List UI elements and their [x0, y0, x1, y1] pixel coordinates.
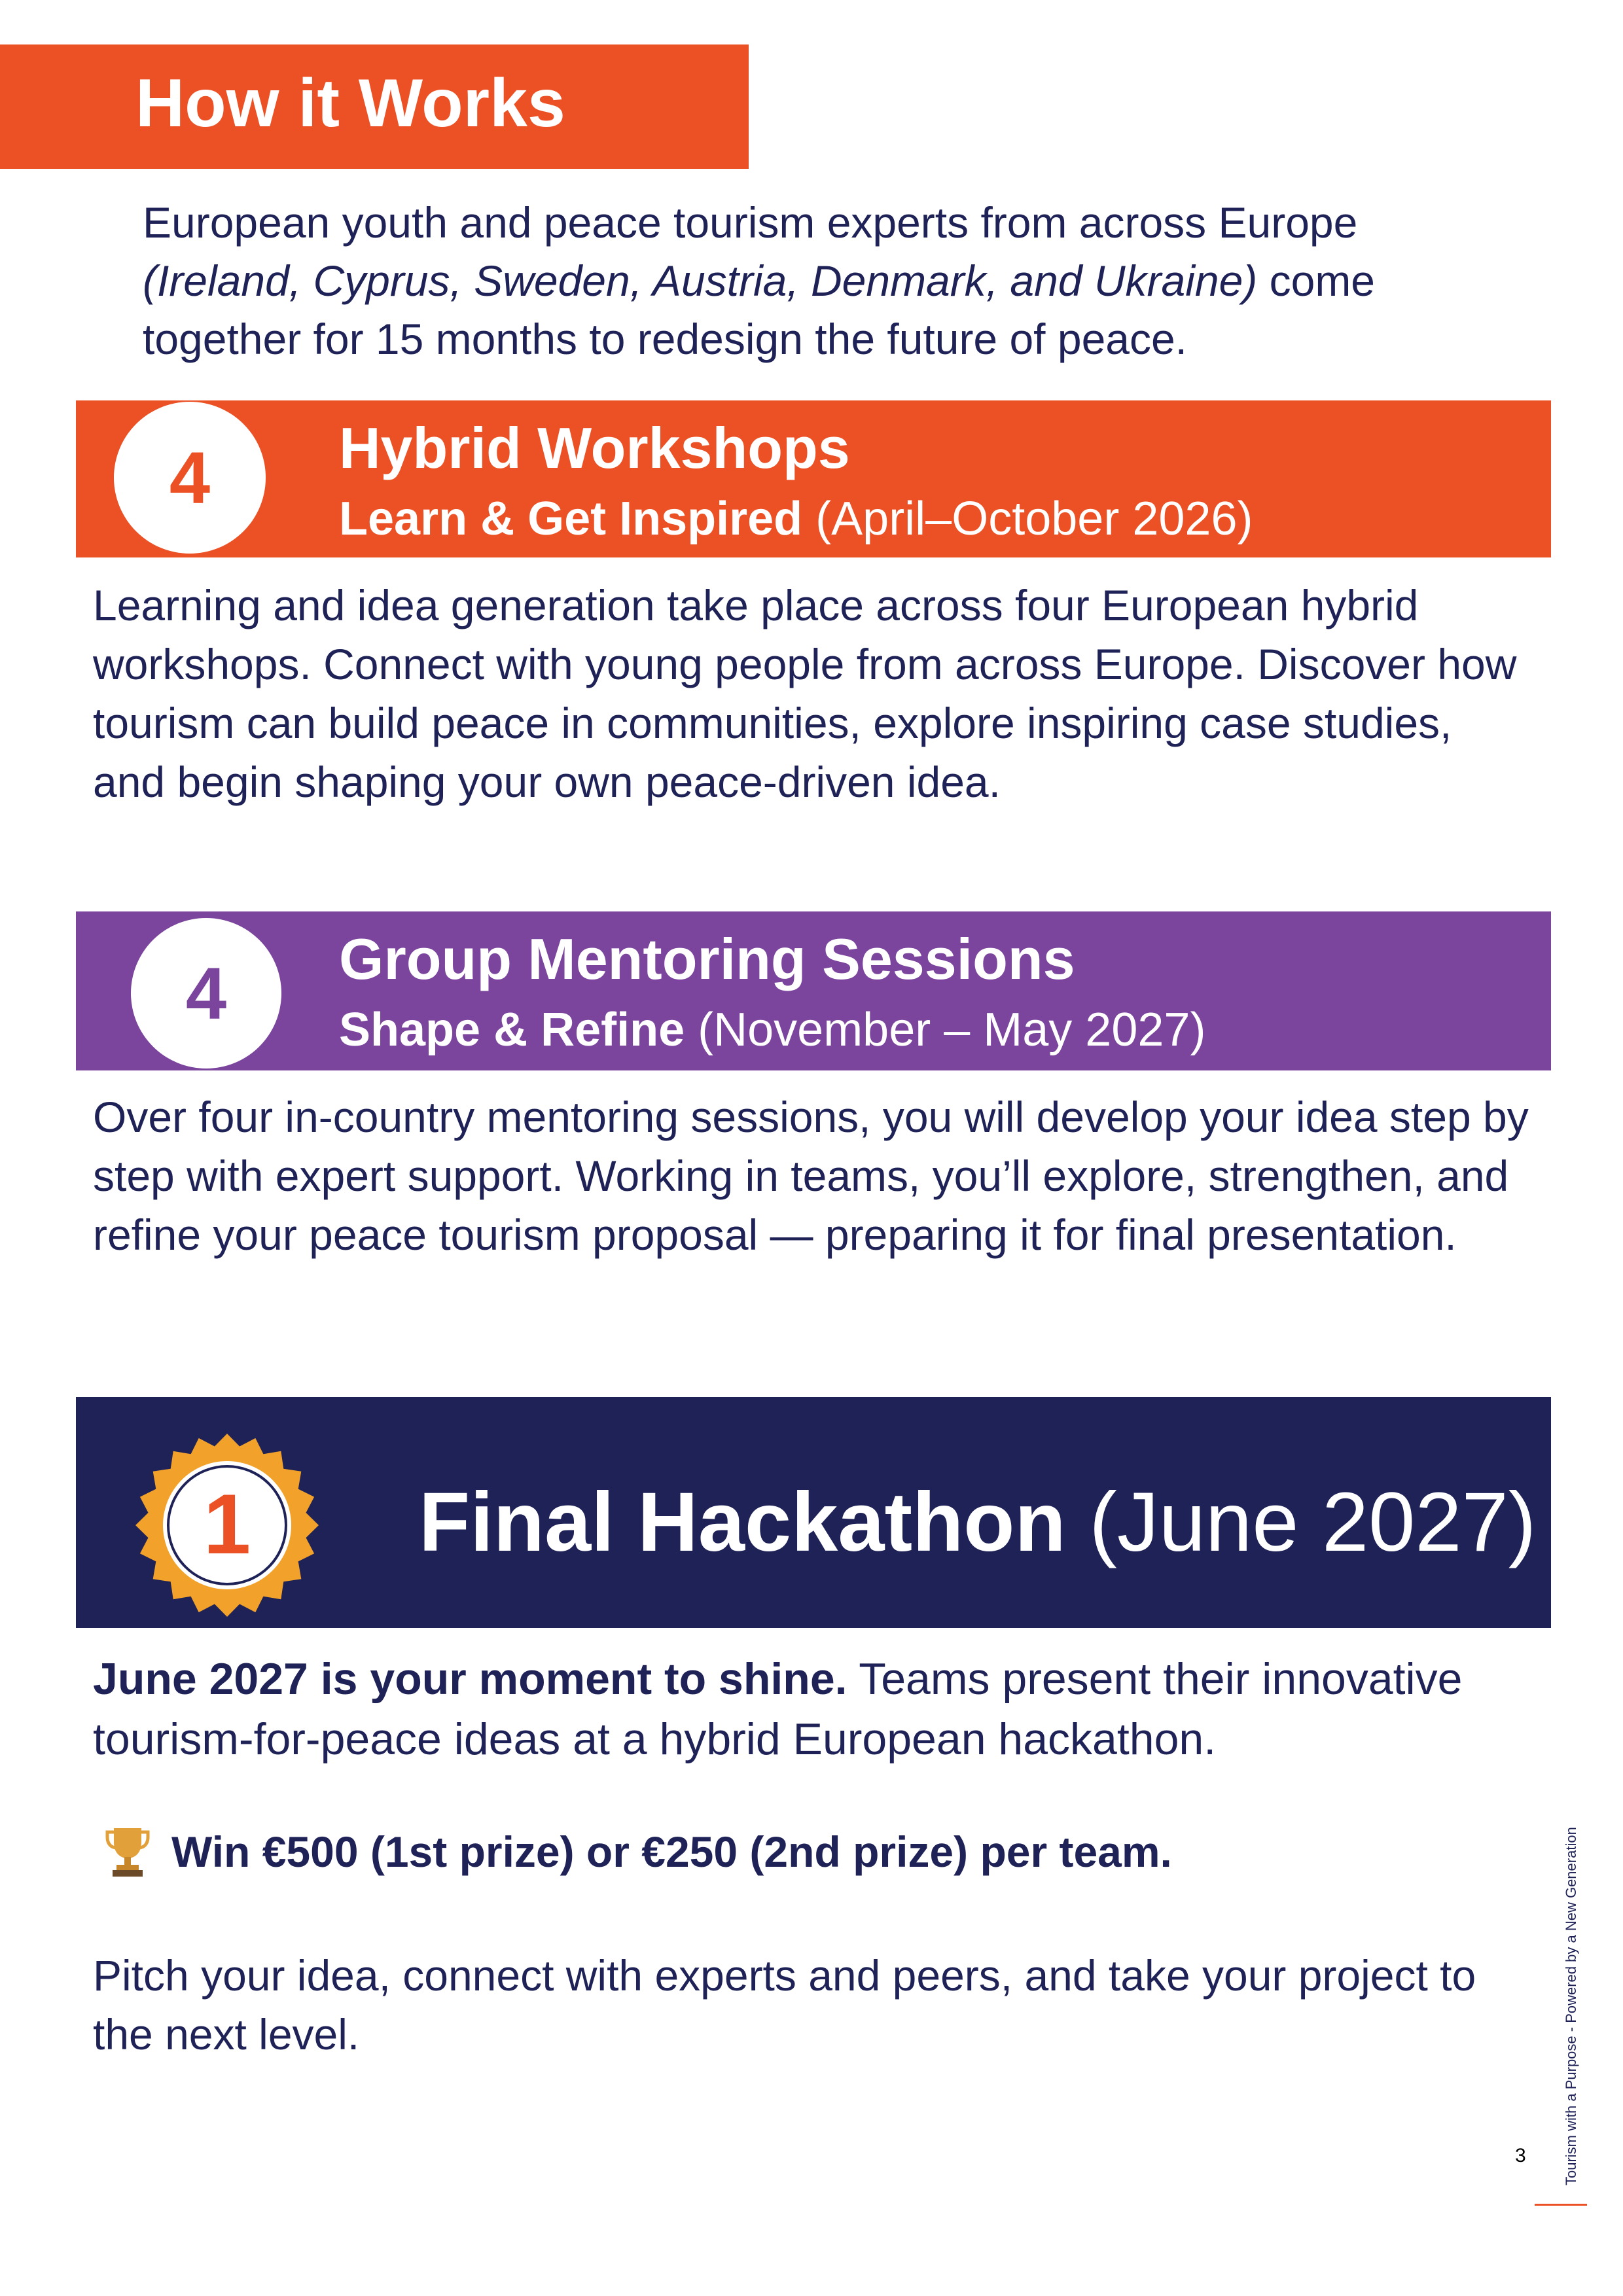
workshops-subtitle-bold: Learn & Get Inspired: [339, 493, 803, 545]
workshops-title: Hybrid Workshops: [339, 415, 850, 480]
mentoring-dates: (November – May 2027): [685, 1004, 1206, 1056]
intro-countries: (Ireland, Cyprus, Sweden, Austria, Denmark, and Ukraine): [143, 256, 1258, 305]
hackathon-title-bold: Final Hackathon: [419, 1475, 1066, 1569]
hackathon-dates: (June 2027): [1065, 1475, 1537, 1569]
mentoring-description: Over four in-country mentoring sessions, you will develop your idea step by step with expert support. Working in teams, you’ll explore, strengthen, and refine your peace tourism proposal — preparing it for final presentation.: [93, 1093, 1529, 1259]
page-number: 3: [1515, 2145, 1526, 2166]
hackathon-lead: [93, 1649, 1533, 1769]
hackathon-lead-bold: June 2027 is your moment to shine.: [93, 1654, 847, 1704]
page-title: How it Works: [135, 65, 565, 141]
intro-text-end: come together for 15 months to redesign the future of peace.: [143, 256, 1376, 363]
mentoring-title: Group Mentoring Sessions: [339, 927, 1075, 991]
workshops-subtitle: [339, 492, 1253, 546]
hackathon-lead-rest: Teams present their innovative tourism-for-peace ideas at a hybrid European hackathon.: [93, 1654, 1463, 1764]
mentoring-count-badge: 4: [131, 918, 281, 1069]
intro-text-start: European youth and peace tourism experts from across Europe: [143, 198, 1358, 247]
trophy-icon: [105, 1826, 151, 1878]
intro-paragraph: [143, 194, 1484, 368]
side-tagline: Tourism with a Purpose - Powered by a New Generation: [1563, 1827, 1579, 2185]
mentoring-subtitle-bold: Shape & Refine: [339, 1004, 685, 1056]
hackathon-title: [419, 1472, 1536, 1573]
prize-text: Win €500 (1st prize) or €250 (2nd prize) per team.: [171, 1828, 1172, 1876]
mentoring-subtitle: [339, 1003, 1205, 1057]
workshops-description: Learning and idea generation take place across four European hybrid workshops. Connect with young people from across Europe. Discover how tourism can build peace in communities, explore inspiring case studies, and begin shaping your own peace-driven idea.: [93, 581, 1517, 806]
workshops-count-badge: 4: [114, 402, 266, 554]
hackathon-count: 1: [203, 1476, 251, 1572]
footer-rule: [1535, 2204, 1587, 2206]
workshops-dates: (April–October 2026): [802, 493, 1253, 545]
medal-icon: [134, 1432, 321, 1619]
hackathon-closing: Pitch your idea, connect with experts and peers, and take your project to the next level.: [93, 1951, 1476, 2058]
